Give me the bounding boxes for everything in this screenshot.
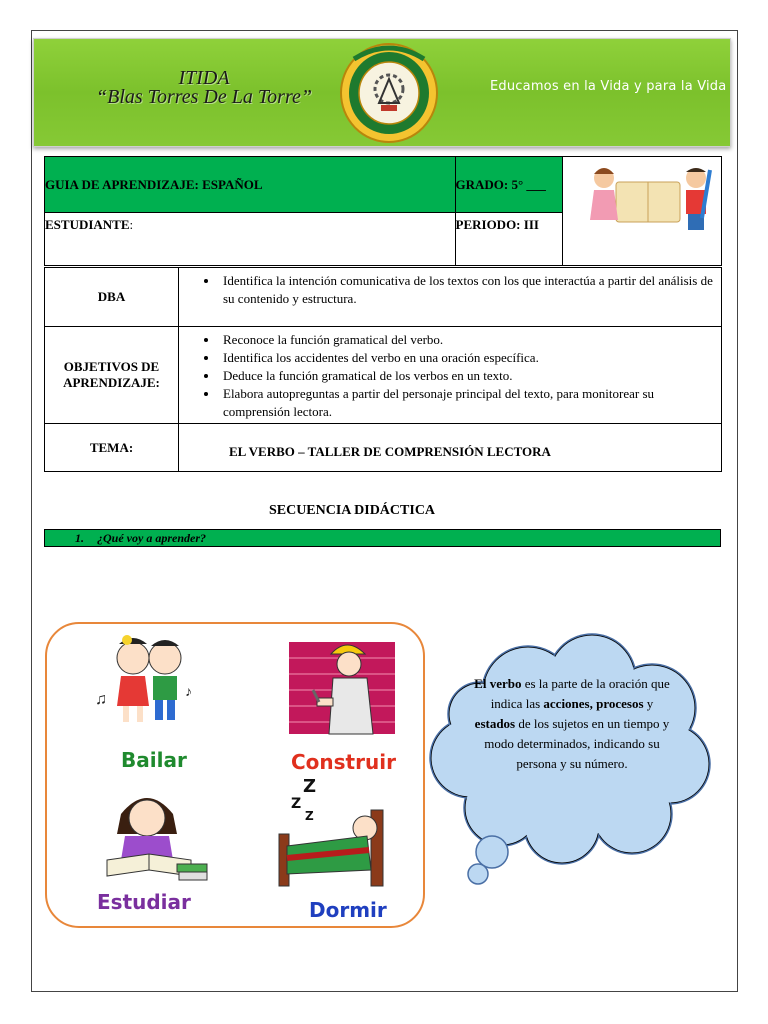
verb-label-bailar: Bailar: [121, 748, 187, 772]
objectives-label-cell: [45, 327, 179, 424]
topic-label: TEMA:: [89, 439, 134, 455]
kids-reading-icon: [580, 160, 720, 236]
learning-info-table: [44, 267, 722, 472]
verbs-illustration-box: [45, 622, 425, 928]
sleeping-boy-icon: [275, 774, 395, 892]
verb-label-construir: Construir: [291, 750, 396, 774]
topic-label-cell: [45, 424, 179, 472]
guide-title-cell: [45, 157, 456, 213]
studying-girl-icon: [87, 784, 211, 888]
dba-item: • Identifica la intención comunicativa de los textos con los que interactúa a partir del análisis de su contenido y estructura.: [219, 272, 721, 308]
svg-text:♫: ♫: [95, 691, 107, 708]
definition-bold-states: estados: [474, 716, 516, 731]
topic-value: EL VERBO – TALLER DE COMPRENSIÓN LECTORA: [229, 443, 551, 459]
builder-icon: [287, 632, 397, 736]
school-name-line2: “Blas Torres De La Torre”: [95, 86, 312, 108]
school-banner: [33, 38, 731, 147]
dba-label: DBA: [97, 289, 126, 304]
school-name: [74, 69, 334, 107]
objective-item: • Elabora autopreguntas a partir del personaje principal del texto, para monitorear su comprensión lectora.: [219, 385, 721, 421]
step-number: 1.: [75, 531, 84, 545]
svg-text:Z: Z: [291, 796, 302, 812]
objectives-label-line1: OBJETIVOS DE: [63, 359, 160, 374]
verb-label-dormir: Dormir: [309, 898, 387, 922]
dancing-kids-icon: [93, 634, 203, 734]
objectives-content-cell: [179, 327, 722, 424]
topic-value-cell: [179, 424, 722, 472]
objectives-list: [179, 331, 721, 421]
objective-item: • Identifica los accidentes del verbo en una oración específica.: [219, 349, 721, 367]
sequence-title: SECUENCIA DIDÁCTICA: [268, 503, 436, 518]
objectives-label-line2: APRENDIZAJE:: [63, 375, 160, 390]
definition-text-part1: es la parte de la oración que indica las: [490, 676, 670, 711]
svg-text:♪: ♪: [185, 685, 192, 700]
guide-title: GUIA DE APRENDIZAJE: ESPAÑOL: [45, 176, 263, 192]
dba-label-cell: [45, 268, 179, 327]
grade-cell: [455, 157, 562, 213]
period-cell: [455, 213, 562, 266]
student-label: ESTUDIANTE: [45, 217, 130, 232]
definition-bold-actions: acciones, procesos: [543, 696, 644, 711]
school-name-line1: ITIDA: [178, 67, 230, 89]
definition-term: El verbo: [474, 676, 522, 691]
definition-text-part2: y: [643, 696, 654, 711]
sequence-step-bar: [44, 529, 721, 547]
student-colon: :: [129, 217, 134, 232]
grade-label: GRADO: 5° ___: [455, 176, 546, 192]
step-question: ¿Qué voy a aprender?: [97, 531, 206, 545]
school-slogan: Educamos en la Vida y para la Vida: [490, 79, 727, 94]
svg-text:Z: Z: [305, 809, 314, 823]
dba-content-cell: [179, 268, 722, 327]
dba-list: [179, 272, 721, 308]
student-cell: [45, 213, 456, 266]
svg-text:Z: Z: [303, 776, 317, 797]
school-emblem-icon: [334, 41, 444, 145]
verb-definition-text: [472, 674, 672, 774]
period-label: PERIODO: III: [455, 217, 539, 232]
verb-label-estudiar: Estudiar: [97, 890, 191, 914]
objective-item: • Deduce la función gramatical de los verbos en un texto.: [219, 367, 721, 385]
definition-text-part3: de los sujetos en un tiempo y modo determinados, indicando su persona y su número.: [484, 716, 670, 771]
objective-item: • Reconoce la función gramatical del verbo.: [219, 331, 721, 349]
